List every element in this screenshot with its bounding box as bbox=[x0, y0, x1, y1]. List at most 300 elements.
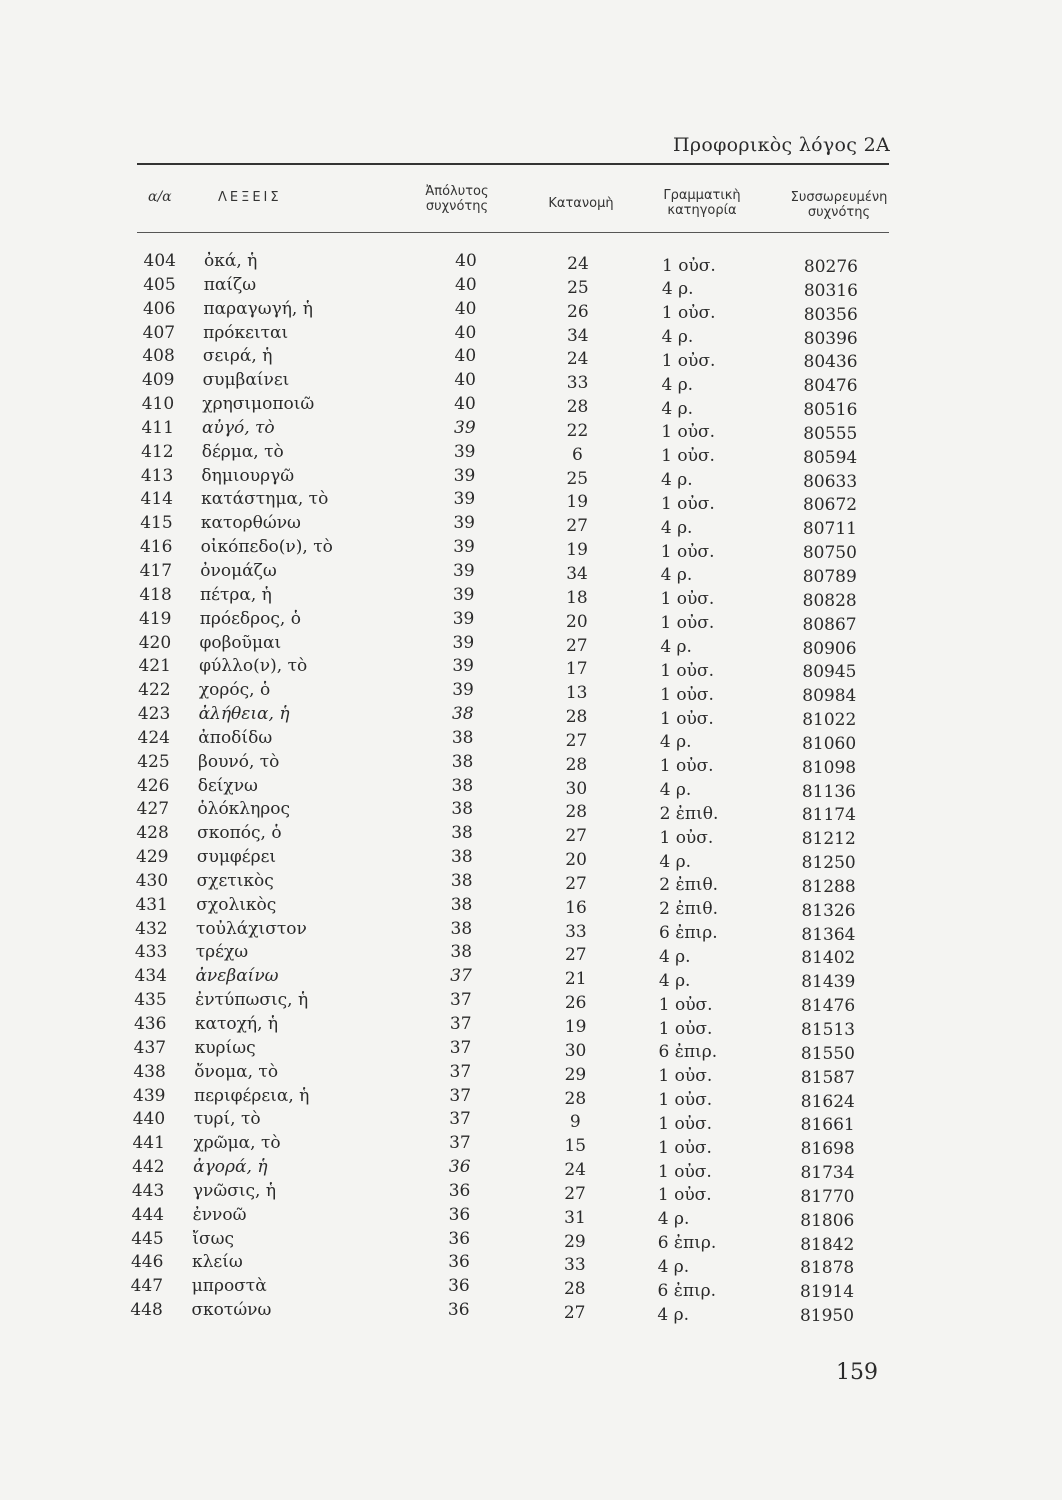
row-number: 440 bbox=[132, 1109, 166, 1130]
row-distribution: 24 bbox=[567, 254, 589, 274]
row-number: 445 bbox=[131, 1228, 164, 1249]
row-number: 423 bbox=[137, 704, 171, 725]
table-row bbox=[0, 1132, 1062, 1160]
row-number: 421 bbox=[138, 656, 171, 677]
row-number: 447 bbox=[130, 1276, 164, 1297]
row-distribution: 19 bbox=[564, 1017, 587, 1037]
row-word: ὀκά, ἡ bbox=[204, 251, 258, 271]
row-absolute-frequency: 37 bbox=[450, 990, 472, 1011]
row-word: φύλλο(ν), τὸ bbox=[199, 656, 308, 677]
table-row bbox=[0, 679, 1062, 707]
table-row bbox=[0, 798, 1062, 826]
table-row bbox=[0, 632, 1062, 659]
table-row bbox=[0, 298, 1062, 325]
row-word: δέρμα, τὸ bbox=[201, 441, 284, 462]
row-cumulative-frequency: 81022 bbox=[802, 710, 857, 731]
row-number: 428 bbox=[136, 823, 169, 844]
row-number: 427 bbox=[136, 799, 170, 820]
row-word: πρόεδρος, ὁ bbox=[199, 608, 301, 629]
row-number: 425 bbox=[137, 751, 170, 772]
row-absolute-frequency: 38 bbox=[451, 847, 473, 868]
table-row bbox=[0, 441, 1062, 468]
row-absolute-frequency: 37 bbox=[449, 1037, 472, 1058]
row-absolute-frequency: 40 bbox=[455, 274, 477, 295]
row-absolute-frequency: 38 bbox=[451, 775, 474, 796]
row-word: ἐννοῶ bbox=[192, 1204, 247, 1225]
row-distribution: 28 bbox=[564, 1088, 587, 1109]
table-row bbox=[0, 1108, 1062, 1136]
row-grammatical-category: 4 ρ. bbox=[658, 946, 691, 967]
table-row bbox=[0, 751, 1062, 778]
table-row bbox=[0, 918, 1062, 945]
row-cumulative-frequency: 81661 bbox=[800, 1115, 855, 1136]
row-word: συμφέρει bbox=[196, 847, 277, 868]
table-row bbox=[0, 1228, 1062, 1255]
table-row bbox=[0, 655, 1062, 683]
row-grammatical-category: 1 οὐσ. bbox=[659, 827, 714, 848]
row-number: 408 bbox=[142, 346, 175, 367]
row-number: 420 bbox=[138, 632, 172, 653]
table-row bbox=[0, 775, 1062, 802]
row-cumulative-frequency: 80555 bbox=[803, 423, 858, 444]
row-absolute-frequency: 40 bbox=[454, 322, 477, 343]
row-word: τυρί, τὸ bbox=[193, 1109, 261, 1130]
row-distribution: 27 bbox=[565, 873, 587, 894]
row-absolute-frequency: 39 bbox=[453, 489, 476, 510]
row-distribution: 27 bbox=[564, 945, 587, 966]
row-absolute-frequency: 39 bbox=[452, 584, 475, 605]
table-row bbox=[0, 560, 1062, 587]
row-distribution: 27 bbox=[563, 1303, 586, 1324]
row-absolute-frequency: 39 bbox=[453, 537, 475, 558]
row-grammatical-category: 1 οὐσ. bbox=[658, 1018, 713, 1039]
row-distribution: 19 bbox=[566, 540, 588, 561]
column-header-grammar-line2: κατηγορία bbox=[667, 203, 737, 218]
row-word: σειρά, ἡ bbox=[202, 346, 273, 367]
row-cumulative-frequency: 80436 bbox=[803, 352, 858, 373]
row-number: 415 bbox=[140, 513, 173, 534]
row-absolute-frequency: 39 bbox=[452, 608, 475, 629]
row-distribution: 34 bbox=[566, 563, 588, 584]
column-header-absolute-line1: Ἀπόλυτος bbox=[425, 184, 489, 199]
row-cumulative-frequency: 80984 bbox=[802, 686, 857, 707]
row-distribution: 17 bbox=[565, 659, 588, 680]
row-distribution: 6 bbox=[571, 444, 583, 465]
row-absolute-frequency: 40 bbox=[454, 298, 477, 319]
row-cumulative-frequency: 81174 bbox=[801, 805, 856, 826]
row-grammatical-category: 4 ρ. bbox=[660, 637, 692, 657]
column-header-cumulative-line2: συχνότης bbox=[807, 205, 871, 220]
row-distribution: 25 bbox=[566, 468, 589, 489]
row-absolute-frequency: 40 bbox=[454, 346, 477, 367]
row-grammatical-category: 6 ἐπιρ. bbox=[657, 1233, 717, 1254]
row-number: 414 bbox=[140, 489, 173, 510]
row-number: 434 bbox=[134, 966, 167, 987]
row-cumulative-frequency: 80516 bbox=[803, 400, 858, 421]
row-cumulative-frequency: 80789 bbox=[802, 566, 857, 587]
row-word: δημιουργῶ bbox=[201, 465, 295, 486]
row-word: σχετικὸς bbox=[196, 870, 274, 891]
table-row bbox=[0, 941, 1062, 969]
table-row bbox=[0, 1156, 1062, 1184]
row-distribution: 27 bbox=[565, 826, 587, 847]
row-cumulative-frequency: 80828 bbox=[802, 590, 857, 611]
row-absolute-frequency: 38 bbox=[451, 823, 473, 844]
table-row bbox=[0, 274, 1062, 301]
row-word: κατοχή, ἡ bbox=[194, 1014, 279, 1034]
row-cumulative-frequency: 80633 bbox=[803, 471, 858, 492]
row-cumulative-frequency: 80711 bbox=[802, 519, 857, 540]
row-number: 430 bbox=[135, 870, 169, 891]
row-cumulative-frequency: 80594 bbox=[803, 447, 858, 468]
row-distribution: 29 bbox=[564, 1064, 587, 1085]
row-word: παίζω bbox=[203, 274, 257, 295]
row-distribution: 30 bbox=[564, 1040, 587, 1061]
row-number: 416 bbox=[139, 537, 173, 558]
row-grammatical-category: 2 ἐπιθ. bbox=[659, 803, 719, 824]
running-title: Προφορικὸς λόγος 2Α bbox=[672, 134, 890, 156]
row-word: σκοτώνω bbox=[191, 1300, 272, 1321]
row-distribution: 33 bbox=[565, 921, 587, 942]
table-row bbox=[0, 1037, 1062, 1064]
row-distribution: 26 bbox=[567, 301, 589, 322]
table-row bbox=[0, 1251, 1062, 1279]
row-absolute-frequency: 38 bbox=[450, 894, 473, 915]
row-word: σκοπός, ὁ bbox=[197, 823, 282, 844]
row-word: περιφέρεια, ἡ bbox=[194, 1085, 310, 1106]
row-cumulative-frequency: 80672 bbox=[803, 495, 858, 516]
row-number: 448 bbox=[130, 1300, 163, 1321]
row-number: 436 bbox=[133, 1014, 167, 1034]
row-number: 432 bbox=[135, 918, 168, 939]
row-cumulative-frequency: 81402 bbox=[801, 948, 856, 969]
row-word: κατάστημα, τὸ bbox=[201, 489, 329, 510]
row-number: 413 bbox=[140, 465, 174, 486]
row-distribution: 31 bbox=[564, 1207, 586, 1228]
row-number: 411 bbox=[141, 417, 174, 438]
row-number: 435 bbox=[134, 990, 167, 1011]
row-cumulative-frequency: 81878 bbox=[800, 1258, 855, 1279]
row-word: αὐγό, τὸ bbox=[202, 417, 275, 438]
row-cumulative-frequency: 80906 bbox=[802, 638, 857, 659]
row-grammatical-category: 2 ἐπιθ. bbox=[659, 875, 719, 896]
row-grammatical-category: 4 ρ. bbox=[660, 565, 693, 586]
row-distribution: 18 bbox=[566, 587, 588, 608]
row-word: ὀνομάζω bbox=[200, 560, 277, 581]
row-grammatical-category: 4 ρ. bbox=[657, 1256, 690, 1277]
row-absolute-frequency: 40 bbox=[454, 394, 476, 415]
row-distribution: 33 bbox=[564, 1255, 586, 1276]
row-grammatical-category: 1 οὐσ. bbox=[660, 613, 715, 634]
row-absolute-frequency: 36 bbox=[448, 1204, 471, 1225]
row-number: 441 bbox=[132, 1133, 165, 1154]
row-word: κατορθώνω bbox=[200, 513, 301, 534]
row-absolute-frequency: 38 bbox=[451, 799, 474, 820]
row-grammatical-category: 1 οὐσ. bbox=[660, 684, 714, 705]
row-cumulative-frequency: 81770 bbox=[800, 1186, 855, 1207]
row-grammatical-category: 6 ἐπιρ. bbox=[657, 1280, 717, 1301]
row-word: φοβοῦμαι bbox=[199, 632, 282, 653]
table-row bbox=[0, 369, 1062, 397]
row-word: ἀγορά, ἡ bbox=[193, 1157, 268, 1178]
column-header-cumulative-line1: Συσσωρευμένη bbox=[790, 190, 888, 205]
row-absolute-frequency: 37 bbox=[449, 1109, 471, 1130]
row-absolute-frequency: 36 bbox=[448, 1276, 470, 1297]
row-distribution: 26 bbox=[564, 993, 587, 1014]
row-word: σχολικὸς bbox=[196, 894, 277, 915]
row-absolute-frequency: 39 bbox=[452, 632, 475, 653]
row-grammatical-category: 1 οὐσ. bbox=[658, 1113, 713, 1134]
row-word: τρέχω bbox=[195, 942, 249, 963]
row-distribution: 16 bbox=[565, 897, 587, 918]
row-word: ὄνομα, τὸ bbox=[194, 1061, 279, 1082]
row-absolute-frequency: 39 bbox=[452, 680, 474, 701]
table-row bbox=[0, 1013, 1062, 1040]
row-absolute-frequency: 38 bbox=[450, 942, 473, 963]
row-grammatical-category: 1 οὐσ. bbox=[661, 422, 716, 443]
table-row bbox=[0, 703, 1062, 731]
row-distribution: 24 bbox=[564, 1160, 586, 1181]
row-distribution: 27 bbox=[566, 516, 588, 537]
row-number: 412 bbox=[141, 441, 174, 462]
row-cumulative-frequency: 81624 bbox=[800, 1091, 855, 1112]
row-cumulative-frequency: 81098 bbox=[802, 757, 857, 778]
row-grammatical-category: 1 οὐσ. bbox=[658, 994, 713, 1015]
row-cumulative-frequency: 81364 bbox=[801, 924, 856, 945]
column-header-aa: α/α bbox=[148, 189, 172, 205]
table-row bbox=[0, 727, 1062, 754]
row-grammatical-category: 4 ρ. bbox=[659, 780, 692, 801]
row-cumulative-frequency: 81734 bbox=[800, 1163, 855, 1184]
row-cumulative-frequency: 81326 bbox=[801, 900, 856, 921]
row-absolute-frequency: 39 bbox=[452, 656, 474, 677]
page-number: 159 bbox=[836, 1360, 878, 1385]
row-cumulative-frequency: 81288 bbox=[801, 876, 856, 897]
row-grammatical-category: 4 ρ. bbox=[661, 279, 694, 300]
table-row bbox=[0, 1085, 1062, 1112]
row-cumulative-frequency: 80867 bbox=[802, 614, 857, 635]
row-absolute-frequency: 39 bbox=[454, 417, 476, 438]
row-grammatical-category: 1 οὐσ. bbox=[660, 493, 715, 514]
row-cumulative-frequency: 81587 bbox=[800, 1067, 855, 1088]
header-bottom-rule bbox=[137, 232, 889, 233]
row-number: 446 bbox=[130, 1252, 164, 1273]
row-absolute-frequency: 36 bbox=[448, 1180, 471, 1201]
row-distribution: 34 bbox=[566, 325, 589, 346]
table-row bbox=[0, 345, 1062, 373]
row-cumulative-frequency: 81060 bbox=[802, 733, 857, 754]
table-row bbox=[0, 822, 1062, 850]
row-number: 431 bbox=[135, 894, 168, 915]
row-distribution: 24 bbox=[566, 349, 589, 370]
row-cumulative-frequency: 81250 bbox=[801, 853, 856, 874]
row-grammatical-category: 1 οὐσ. bbox=[658, 1090, 713, 1111]
row-distribution: 33 bbox=[566, 373, 589, 394]
row-word: οἰκόπεδο(ν), τὸ bbox=[200, 537, 333, 558]
row-word: ὁλόκληρος bbox=[197, 799, 291, 820]
row-grammatical-category: 1 οὐσ. bbox=[657, 1185, 712, 1206]
row-grammatical-category: 4 ρ. bbox=[659, 851, 691, 872]
row-grammatical-category: 4 ρ. bbox=[658, 970, 691, 991]
row-cumulative-frequency: 81914 bbox=[800, 1282, 855, 1303]
row-number: 409 bbox=[142, 370, 175, 391]
row-cumulative-frequency: 80945 bbox=[802, 662, 857, 683]
row-word: δείχνω bbox=[197, 775, 258, 796]
row-number: 442 bbox=[132, 1157, 165, 1178]
row-word: παραγωγή, ἡ bbox=[203, 298, 313, 319]
row-distribution: 15 bbox=[564, 1136, 587, 1157]
row-grammatical-category: 6 ἐπιρ. bbox=[658, 1042, 718, 1063]
row-number: 429 bbox=[136, 847, 169, 868]
row-grammatical-category: 1 οὐσ. bbox=[658, 1161, 712, 1182]
table-row bbox=[0, 465, 1062, 492]
row-distribution: 28 bbox=[563, 1279, 586, 1300]
table-row bbox=[0, 1180, 1062, 1207]
row-absolute-frequency: 40 bbox=[454, 370, 476, 391]
row-absolute-frequency: 37 bbox=[449, 1085, 472, 1106]
row-distribution: 27 bbox=[564, 1183, 586, 1204]
row-absolute-frequency: 36 bbox=[448, 1228, 471, 1249]
row-grammatical-category: 6 ἐπιρ. bbox=[659, 923, 718, 944]
row-word: ἀποδίδω bbox=[198, 727, 273, 748]
table-row bbox=[0, 536, 1062, 564]
row-cumulative-frequency: 80476 bbox=[803, 376, 858, 397]
column-header-distribution: Κατανομὴ bbox=[548, 196, 614, 211]
table-row bbox=[0, 1275, 1062, 1303]
row-word: ἀλήθεια, ἡ bbox=[198, 704, 290, 725]
table-row bbox=[0, 965, 1062, 993]
row-absolute-frequency: 39 bbox=[453, 441, 476, 462]
row-grammatical-category: 1 οὐσ. bbox=[660, 708, 714, 729]
row-number: 404 bbox=[143, 251, 176, 271]
row-absolute-frequency: 38 bbox=[450, 870, 473, 891]
row-grammatical-category: 1 οὐσ. bbox=[662, 255, 716, 276]
table-row bbox=[0, 1204, 1062, 1231]
row-absolute-frequency: 37 bbox=[449, 1014, 472, 1034]
row-distribution: 30 bbox=[565, 778, 588, 799]
row-absolute-frequency: 38 bbox=[452, 704, 474, 725]
row-absolute-frequency: 40 bbox=[455, 251, 477, 271]
row-cumulative-frequency: 80356 bbox=[803, 304, 858, 325]
frequency-table bbox=[0, 250, 1062, 1327]
row-grammatical-category: 2 ἐπιθ. bbox=[659, 899, 718, 920]
table-row bbox=[0, 846, 1062, 874]
row-number: 407 bbox=[142, 322, 176, 343]
row-absolute-frequency: 37 bbox=[449, 1133, 471, 1154]
row-distribution: 27 bbox=[565, 730, 588, 751]
row-distribution: 9 bbox=[569, 1112, 581, 1133]
table-row bbox=[0, 608, 1062, 635]
row-grammatical-category: 4 ρ. bbox=[661, 470, 693, 491]
row-grammatical-category: 4 ρ. bbox=[661, 374, 694, 395]
row-number: 444 bbox=[131, 1204, 164, 1225]
row-distribution: 27 bbox=[565, 635, 588, 656]
row-word: χρῶμα, τὸ bbox=[193, 1133, 281, 1154]
row-absolute-frequency: 38 bbox=[450, 918, 473, 939]
row-grammatical-category: 1 οὐσ. bbox=[660, 541, 715, 562]
row-distribution: 28 bbox=[565, 707, 588, 728]
table-row bbox=[0, 989, 1062, 1017]
row-number: 410 bbox=[141, 394, 175, 415]
table-row bbox=[0, 488, 1062, 516]
row-number: 426 bbox=[136, 775, 170, 796]
row-absolute-frequency: 38 bbox=[451, 751, 474, 772]
row-absolute-frequency: 37 bbox=[449, 1061, 472, 1082]
row-word: τοὐλάχιστον bbox=[196, 918, 307, 939]
row-absolute-frequency: 36 bbox=[448, 1252, 470, 1273]
row-cumulative-frequency: 80316 bbox=[803, 280, 858, 301]
row-grammatical-category: 4 ρ. bbox=[657, 1304, 689, 1325]
row-grammatical-category: 1 οὐσ. bbox=[661, 446, 715, 467]
row-number: 424 bbox=[137, 727, 170, 748]
row-absolute-frequency: 39 bbox=[453, 513, 475, 534]
row-distribution: 22 bbox=[566, 420, 589, 441]
row-grammatical-category: 1 οὐσ. bbox=[658, 1137, 712, 1158]
table-row bbox=[0, 870, 1062, 897]
row-cumulative-frequency: 81806 bbox=[800, 1210, 855, 1231]
table-row bbox=[0, 584, 1062, 611]
row-cumulative-frequency: 81513 bbox=[801, 1020, 856, 1040]
row-word: ἴσως bbox=[192, 1228, 234, 1249]
table-row bbox=[0, 250, 1062, 277]
row-word: πρόκειται bbox=[203, 322, 289, 343]
row-number: 406 bbox=[142, 298, 176, 319]
table-row bbox=[0, 393, 1062, 421]
row-distribution: 29 bbox=[564, 1231, 586, 1252]
row-grammatical-category: 4 ρ. bbox=[660, 517, 693, 538]
row-word: ἀνεβαίνω bbox=[195, 966, 279, 987]
row-cumulative-frequency: 80750 bbox=[802, 543, 857, 564]
row-distribution: 25 bbox=[567, 277, 589, 298]
table-row bbox=[0, 417, 1062, 444]
row-absolute-frequency: 36 bbox=[448, 1157, 471, 1178]
row-cumulative-frequency: 81136 bbox=[801, 781, 857, 802]
row-cumulative-frequency: 81698 bbox=[800, 1139, 855, 1160]
table-row bbox=[0, 512, 1062, 540]
row-grammatical-category: 4 ρ. bbox=[661, 327, 694, 348]
row-cumulative-frequency: 81439 bbox=[801, 972, 856, 993]
row-cumulative-frequency: 80276 bbox=[803, 257, 858, 277]
row-absolute-frequency: 39 bbox=[453, 465, 476, 486]
row-cumulative-frequency: 80396 bbox=[803, 328, 858, 349]
row-absolute-frequency: 37 bbox=[450, 966, 472, 987]
row-number: 443 bbox=[131, 1180, 165, 1201]
row-word: χρησιμοποιῶ bbox=[202, 394, 315, 415]
column-header-cumulative-frequency bbox=[784, 190, 894, 220]
row-grammatical-category: 1 οὐσ. bbox=[661, 303, 716, 324]
row-number: 418 bbox=[139, 584, 172, 605]
row-number: 419 bbox=[139, 608, 172, 629]
row-number: 405 bbox=[143, 274, 176, 295]
row-distribution: 28 bbox=[565, 754, 588, 775]
table-row bbox=[0, 322, 1062, 349]
row-word: χορός, ὁ bbox=[198, 680, 271, 701]
row-grammatical-category: 1 οὐσ. bbox=[658, 1066, 713, 1087]
row-word: συμβαίνει bbox=[202, 370, 290, 391]
row-number: 437 bbox=[133, 1037, 167, 1058]
row-absolute-frequency: 36 bbox=[447, 1300, 470, 1321]
row-number: 438 bbox=[133, 1061, 166, 1082]
row-grammatical-category: 4 ρ. bbox=[657, 1209, 690, 1230]
row-grammatical-category: 1 οὐσ. bbox=[660, 660, 715, 681]
row-word: κυρίως bbox=[194, 1037, 256, 1058]
row-number: 439 bbox=[133, 1085, 166, 1106]
column-header-words: ΛΕΞΕΙΣ bbox=[218, 190, 282, 205]
row-cumulative-frequency: 81950 bbox=[799, 1306, 855, 1327]
top-rule bbox=[137, 163, 889, 165]
row-cumulative-frequency: 81476 bbox=[801, 996, 856, 1017]
row-number: 433 bbox=[134, 942, 168, 963]
